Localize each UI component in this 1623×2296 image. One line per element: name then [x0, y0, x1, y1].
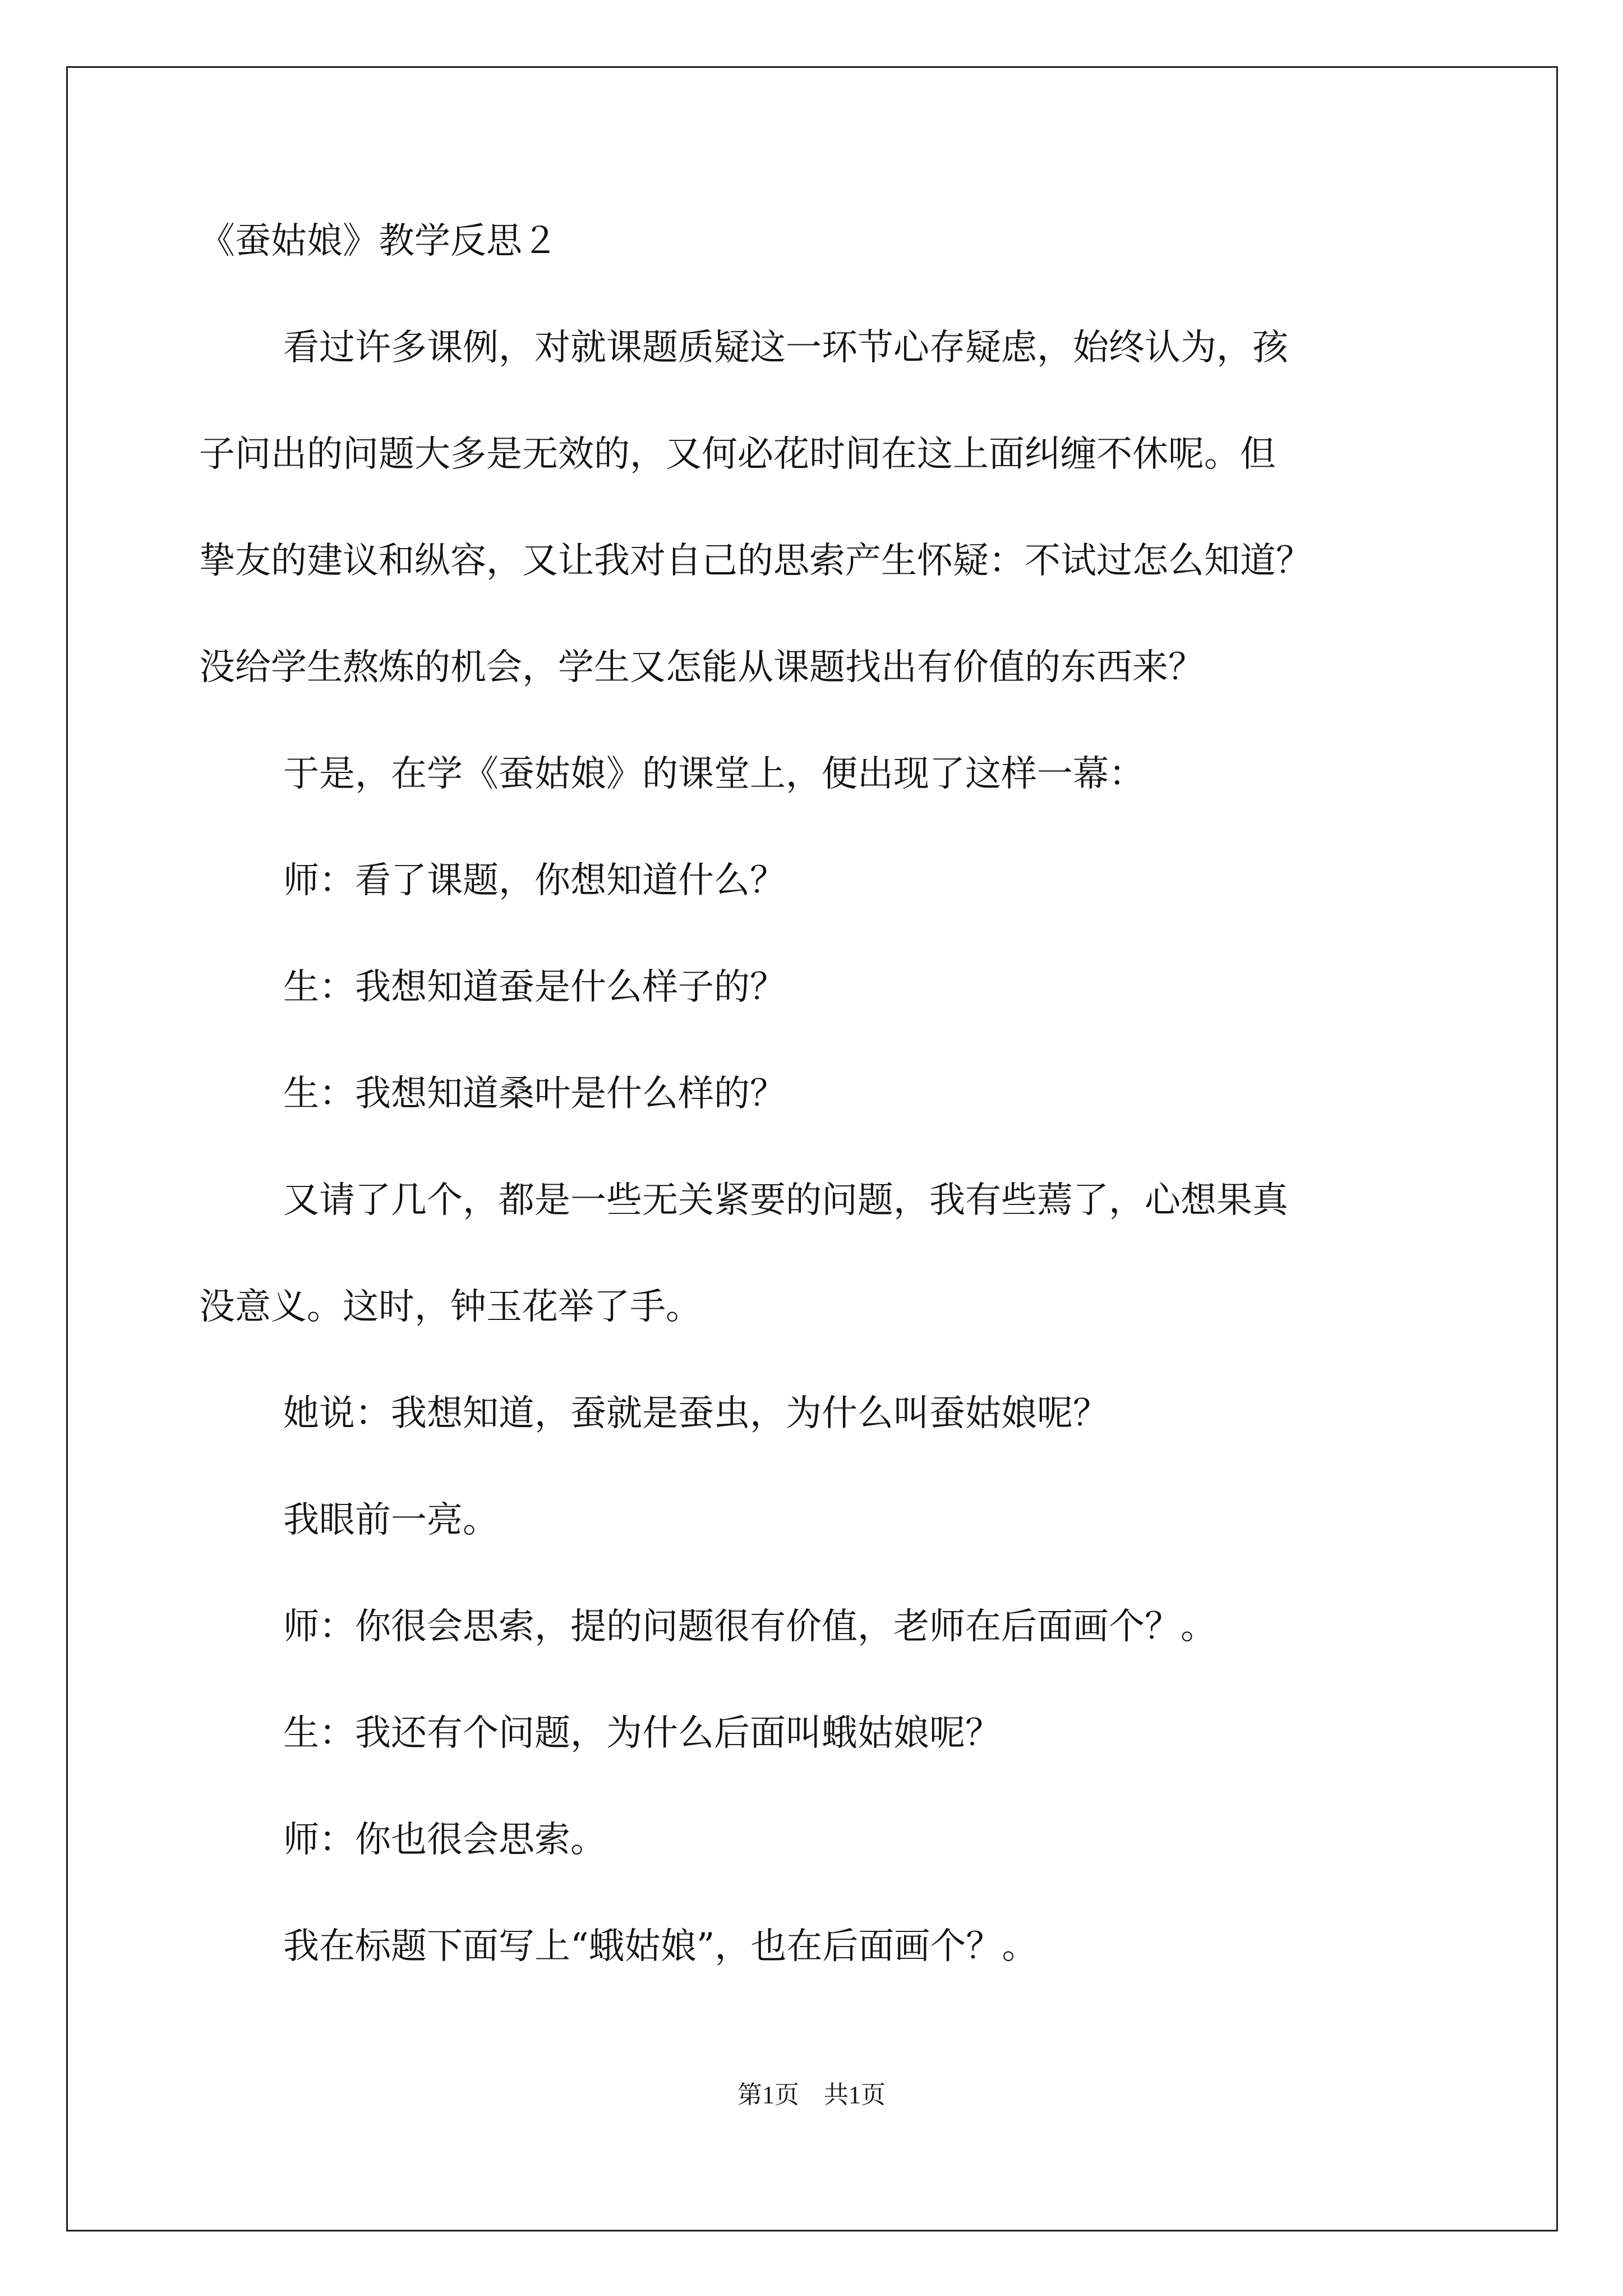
page-footer: 第1页 共1页	[737, 2081, 886, 2109]
dialogue-line: 师：看了课题，你想知道什么？	[283, 860, 786, 901]
dialogue-line: 师：你很会思索，提的问题很有价值，老师在后面画个？。	[283, 1606, 1216, 1648]
paragraph-line: 没意义。这时，钟玉花举了手。	[199, 1286, 702, 1328]
dialogue-line: 生：我想知道桑叶是什么样的？	[283, 1073, 786, 1115]
paragraph-line: 看过许多课例，对就课题质疑这一环节心存疑虑，始终认为，孩	[283, 327, 1288, 369]
paragraph-line: 于是，在学《蚕姑娘》的课堂上，便出现了这样一幕：	[283, 753, 1145, 795]
dialogue-line: 生：我还有个问题，为什么后面叫蛾姑娘呢？	[283, 1713, 1001, 1754]
dialogue-line: 她说：我想知道，蚕就是蚕虫，为什么叫蚕姑娘呢？	[283, 1393, 1109, 1434]
paragraph-line: 没给学生熬炼的机会，学生又怎能从课题找出有价值的东西来？	[199, 647, 1204, 688]
paragraph-line: 挚友的建议和纵容，又让我对自己的思索产生怀疑：不试过怎么知道？	[199, 540, 1312, 582]
dialogue-line: 生：我想知道蚕是什么样子的？	[283, 967, 786, 1008]
dialogue-line: 师：你也很会思索。	[283, 1819, 606, 1861]
paragraph-line: 我在标题下面写上“蛾姑娘”，也在后面画个？。	[283, 1926, 1038, 1967]
paragraph-line: 子问出的问题大多是无效的，又何必花时间在这上面纠缠不休呢。但	[199, 434, 1276, 475]
page-border	[66, 66, 1558, 2231]
paragraph-line: 我眼前一亮。	[283, 1499, 499, 1541]
paragraph-line: 又请了几个，都是一些无关紧要的问题，我有些蔫了，心想果真	[283, 1180, 1288, 1221]
document-title: 《蚕姑娘》教学反思２	[199, 220, 558, 262]
